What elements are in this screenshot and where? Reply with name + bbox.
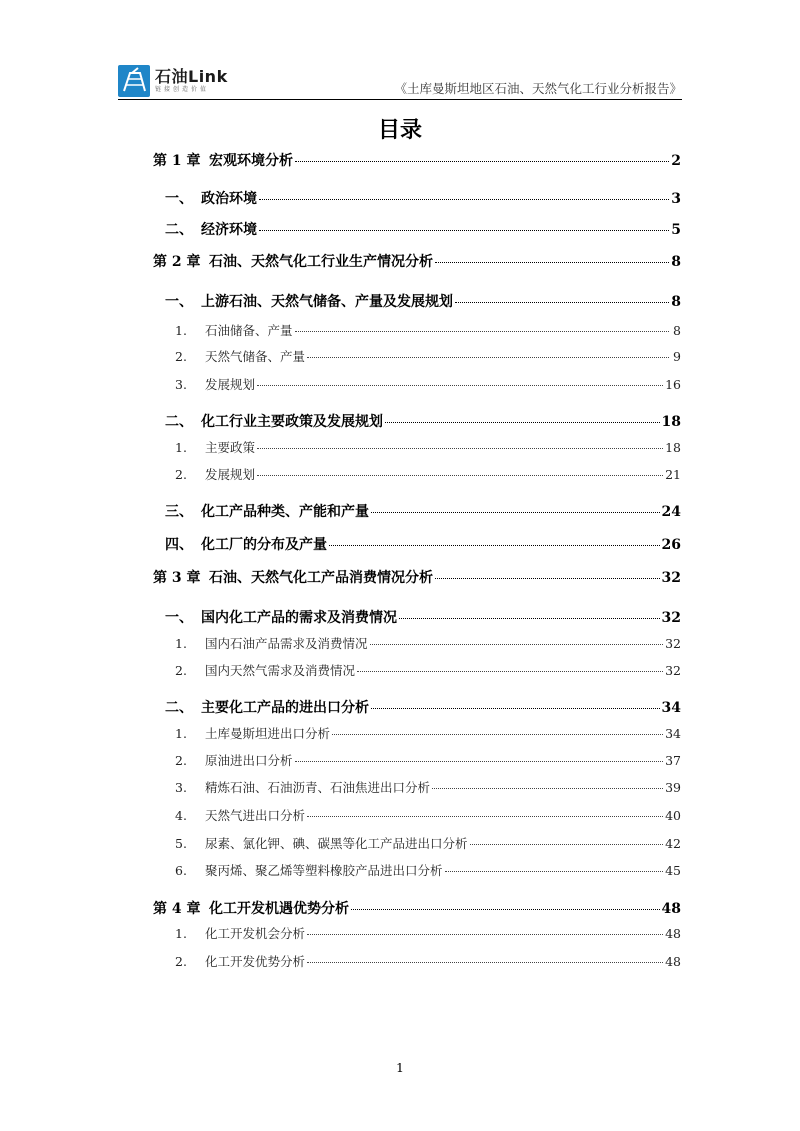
dot-leader bbox=[455, 302, 669, 303]
toc-entry-page: 8 bbox=[671, 254, 681, 270]
dot-leader bbox=[307, 357, 669, 358]
toc-entry-number: 2. bbox=[175, 753, 187, 768]
dot-leader bbox=[351, 909, 660, 910]
toc-entry-page: 34 bbox=[661, 700, 681, 716]
toc-entry-title: 政治环境 bbox=[201, 191, 257, 207]
toc-entry-page: 2 bbox=[671, 153, 681, 169]
toc-entry-title: 化工厂的分布及产量 bbox=[201, 537, 327, 553]
toc-entry-title: 化工开发机会分析 bbox=[205, 926, 306, 941]
toc-entry-page: 26 bbox=[661, 537, 681, 553]
toc-entry-page: 9 bbox=[673, 349, 681, 364]
toc-entry-page: 48 bbox=[665, 926, 681, 941]
toc-entry-number: 3. bbox=[175, 377, 187, 392]
toc-entry-title: 主要政策 bbox=[205, 440, 256, 455]
toc-entry-title: 天然气进出口分析 bbox=[205, 808, 306, 823]
toc-entry[interactable] bbox=[153, 778, 681, 796]
header-divider bbox=[118, 99, 682, 100]
toc-entry-number: 1. bbox=[175, 636, 187, 651]
toc-entry-title: 土库曼斯坦进出口分析 bbox=[205, 726, 331, 741]
toc-entry-title: 化工开发优势分析 bbox=[205, 954, 306, 969]
dot-leader bbox=[432, 788, 663, 789]
toc-entry-title: 原油进出口分析 bbox=[205, 753, 293, 768]
toc-entry-page: 5 bbox=[671, 222, 681, 238]
dot-leader bbox=[329, 545, 660, 546]
toc-entry-number: 一、 bbox=[165, 191, 193, 207]
page-number: 1 bbox=[396, 1060, 404, 1075]
toc-entry[interactable] bbox=[153, 411, 681, 431]
dot-leader bbox=[435, 262, 669, 263]
toc-entry[interactable] bbox=[153, 898, 681, 918]
toc-entry-number: 1. bbox=[175, 926, 187, 941]
toc-entry[interactable] bbox=[153, 219, 681, 239]
toc-entry-number: 1. bbox=[175, 726, 187, 741]
toc-entry[interactable] bbox=[153, 952, 681, 970]
logo-name: 石油Link bbox=[155, 67, 228, 86]
toc-entry[interactable] bbox=[153, 251, 681, 271]
toc-entry-page: 48 bbox=[661, 901, 681, 917]
toc-entry[interactable] bbox=[153, 291, 681, 311]
toc-entry-number: 一、 bbox=[165, 294, 193, 310]
toc-entry-title: 上游石油、天然气储备、产量及发展规划 bbox=[201, 294, 453, 310]
toc-entry[interactable] bbox=[153, 924, 681, 942]
toc-entry-number: 二、 bbox=[165, 414, 193, 430]
dot-leader bbox=[435, 578, 660, 579]
toc-entry-number: 2. bbox=[175, 349, 187, 364]
dot-leader bbox=[470, 844, 664, 845]
toc-entry[interactable] bbox=[153, 501, 681, 521]
toc-entry-title: 宏观环境分析 bbox=[209, 153, 293, 169]
toc-entry-page: 34 bbox=[665, 726, 681, 741]
toc-entry-number: 2. bbox=[175, 663, 187, 678]
dot-leader bbox=[445, 871, 664, 872]
toc-entry-number: 第 3 章 bbox=[153, 570, 201, 586]
toc-entry-page: 8 bbox=[673, 323, 681, 338]
toc-entry[interactable] bbox=[153, 188, 681, 208]
toc-entry-title: 经济环境 bbox=[201, 222, 257, 238]
toc-entry-number: 2. bbox=[175, 954, 187, 969]
toc-entry-title: 化工开发机遇优势分析 bbox=[209, 901, 349, 917]
toc-entry-page: 24 bbox=[661, 504, 681, 520]
dot-leader bbox=[259, 230, 669, 231]
toc-entry-title: 国内天然气需求及消费情况 bbox=[205, 663, 356, 678]
dot-leader bbox=[357, 671, 663, 672]
dot-leader bbox=[295, 761, 664, 762]
dot-leader bbox=[399, 618, 660, 619]
toc-entry-title: 国内化工产品的需求及消费情况 bbox=[201, 610, 397, 626]
toc-entry-title: 石油、天然气化工产品消费情况分析 bbox=[209, 570, 433, 586]
toc-entry[interactable] bbox=[153, 607, 681, 627]
toc-entry-number: 二、 bbox=[165, 700, 193, 716]
toc-entry-title: 化工行业主要政策及发展规划 bbox=[201, 414, 383, 430]
toc-entry-title: 化工产品种类、产能和产量 bbox=[201, 504, 369, 520]
toc-entry[interactable] bbox=[153, 465, 681, 483]
toc-entry[interactable] bbox=[153, 697, 681, 717]
toc-entry-number: 4. bbox=[175, 808, 187, 823]
toc-entry-number: 四、 bbox=[165, 537, 193, 553]
dot-leader bbox=[385, 422, 660, 423]
toc-entry-page: 32 bbox=[661, 570, 681, 586]
toc-entry-number: 三、 bbox=[165, 504, 193, 520]
dot-leader bbox=[371, 512, 660, 513]
toc-entry-page: 3 bbox=[671, 191, 681, 207]
toc-entry-title: 石油储备、产量 bbox=[205, 323, 293, 338]
dot-leader bbox=[307, 816, 663, 817]
toc-entry-page: 39 bbox=[665, 780, 681, 795]
toc-entry-page: 18 bbox=[661, 414, 681, 430]
toc-entry-number: 3. bbox=[175, 780, 187, 795]
logo bbox=[118, 64, 228, 98]
toc-entry[interactable] bbox=[153, 806, 681, 824]
toc-entry-page: 18 bbox=[665, 440, 681, 455]
dot-leader bbox=[257, 385, 663, 386]
toc-entry-page: 32 bbox=[665, 636, 681, 651]
toc-entry-number: 6. bbox=[175, 863, 187, 878]
document-header-title: 《土库曼斯坦地区石油、天然气化工行业分析报告》 bbox=[394, 81, 682, 96]
oil-derrick-logo-icon bbox=[118, 65, 150, 97]
toc-entry[interactable] bbox=[153, 534, 681, 554]
toc-entry-number: 第 2 章 bbox=[153, 254, 201, 270]
toc-entry-page: 48 bbox=[665, 954, 681, 969]
dot-leader bbox=[259, 199, 669, 200]
toc-entry-number: 5. bbox=[175, 836, 187, 851]
toc-entry-page: 37 bbox=[665, 753, 681, 768]
toc-entry-title: 尿素、氯化钾、碘、碳黑等化工产品进出口分析 bbox=[205, 836, 468, 851]
toc-entry[interactable] bbox=[153, 834, 681, 852]
toc-title: 目录 bbox=[377, 118, 422, 143]
toc-entry-page: 21 bbox=[665, 467, 681, 482]
dot-leader bbox=[295, 161, 669, 162]
toc-entry[interactable] bbox=[153, 861, 681, 879]
toc-entry-page: 16 bbox=[665, 377, 681, 392]
dot-leader bbox=[295, 331, 669, 332]
toc-entry-number: 第 1 章 bbox=[153, 153, 201, 169]
toc-entry-title: 发展规划 bbox=[205, 467, 256, 482]
toc-entry[interactable] bbox=[153, 751, 681, 769]
toc-entry[interactable] bbox=[153, 634, 681, 652]
toc-entry-number: 二、 bbox=[165, 222, 193, 238]
toc-entry[interactable] bbox=[153, 347, 681, 365]
toc-entry-number: 2. bbox=[175, 467, 187, 482]
toc-entry[interactable] bbox=[153, 567, 681, 587]
toc-entry-title: 主要化工产品的进出口分析 bbox=[201, 700, 369, 716]
toc-entry-number: 1. bbox=[175, 323, 187, 338]
toc-entry-page: 45 bbox=[665, 863, 681, 878]
dot-leader bbox=[371, 708, 660, 709]
toc-entry-title: 石油、天然气化工行业生产情况分析 bbox=[209, 254, 433, 270]
toc-entry-page: 42 bbox=[665, 836, 681, 851]
logo-slogan: 链接创造价值 bbox=[155, 86, 210, 93]
toc-entry[interactable] bbox=[153, 661, 681, 679]
toc-entry-number: 1. bbox=[175, 440, 187, 455]
toc-entry[interactable] bbox=[153, 375, 681, 393]
toc-entry-page: 8 bbox=[671, 294, 681, 310]
toc-entry-page: 32 bbox=[665, 663, 681, 678]
toc-entry-number: 第 4 章 bbox=[153, 901, 201, 917]
dot-leader bbox=[370, 644, 664, 645]
toc-entry[interactable] bbox=[153, 321, 681, 339]
dot-leader bbox=[332, 734, 663, 735]
toc-entry-title: 发展规划 bbox=[205, 377, 256, 392]
toc-entry-page: 40 bbox=[665, 808, 681, 823]
toc-entry[interactable] bbox=[153, 150, 681, 170]
dot-leader bbox=[257, 475, 663, 476]
dot-leader bbox=[257, 448, 663, 449]
toc-entry-page: 32 bbox=[661, 610, 681, 626]
dot-leader bbox=[307, 934, 663, 935]
toc-entry-title: 天然气储备、产量 bbox=[205, 349, 306, 364]
toc-entry-title: 国内石油产品需求及消费情况 bbox=[205, 636, 368, 651]
toc-entry[interactable] bbox=[153, 438, 681, 456]
dot-leader bbox=[307, 962, 663, 963]
toc-entry-number: 一、 bbox=[165, 610, 193, 626]
toc-entry-title: 精炼石油、石油沥青、石油焦进出口分析 bbox=[205, 780, 431, 795]
toc-entry-title: 聚丙烯、聚乙烯等塑料橡胶产品进出口分析 bbox=[205, 863, 443, 878]
toc-entry[interactable] bbox=[153, 724, 681, 742]
